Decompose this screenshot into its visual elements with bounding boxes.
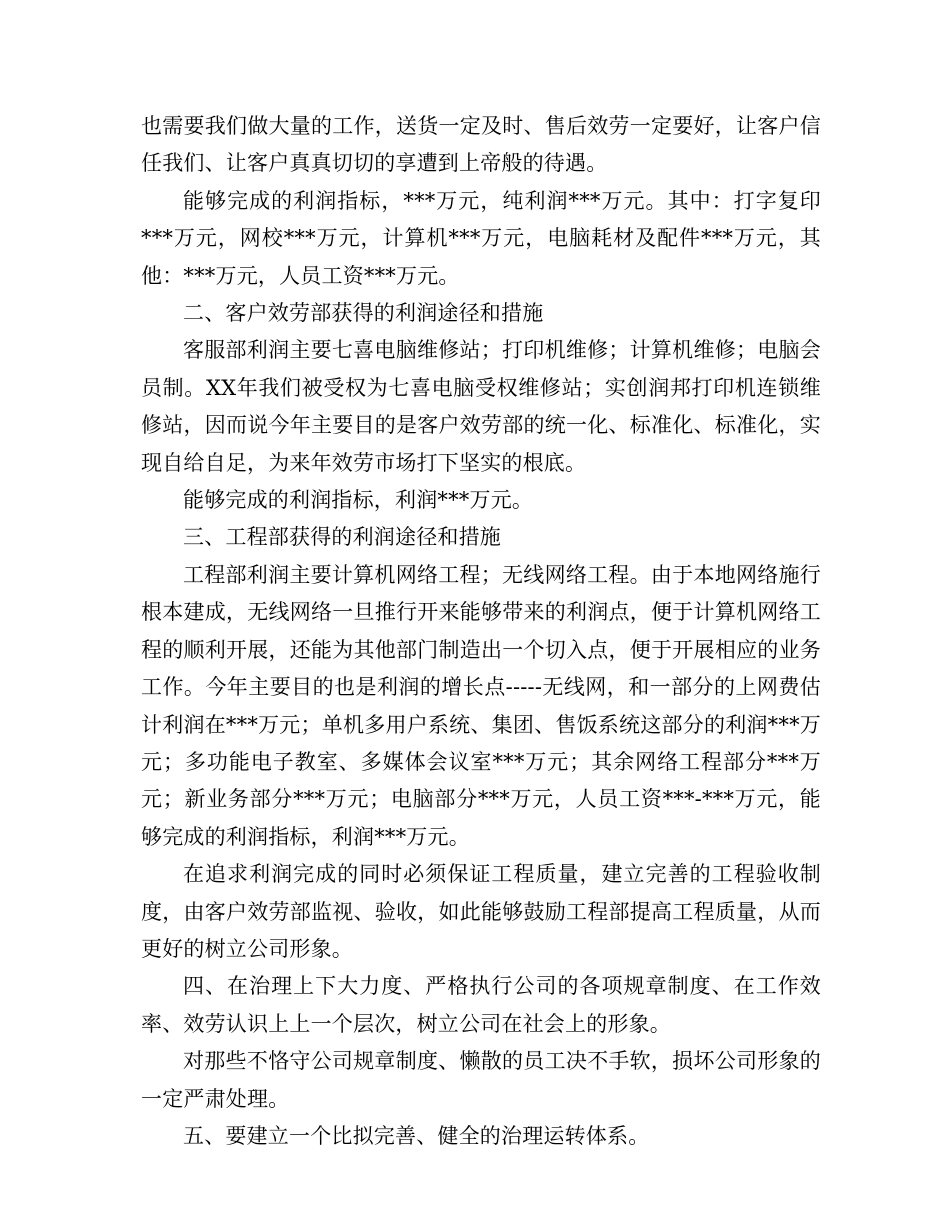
section-heading-operations-system: 五、要建立一个比拟完善、健全的治理运转体系。 bbox=[183, 1123, 650, 1148]
document-body bbox=[141, 108, 821, 1155]
paragraph-continuation: 也需要我们做大量的工作，送货一定及时、售后效劳一定要好，让客户信任我们、让客户真真切切的享遭到上帝般的待遇。 bbox=[141, 114, 821, 176]
section-heading-engineering: 三、工程部获得的利润途径和措施 bbox=[183, 525, 501, 550]
paragraph-customer-service: 客服部利润主要七喜电脑维修站；打印机维修；计算机维修；电脑会员制。XX年我们被受权为七喜电脑受权维修站；实创润邦打印机连锁维修站，因而说今年主要目的是客户效劳部的统一化、标准化、标准化，实现自给自足，为来年效劳市场打下坚实的根底。 bbox=[141, 338, 821, 475]
paragraph-discipline: 对那些不恪守公司规章制度、懒散的员工决不手软，损坏公司形象的一定严肃处理。 bbox=[141, 1049, 821, 1111]
paragraph-engineering-quality: 在追求利润完成的同时必须保证工程质量，建立完善的工程验收制度，由客户效劳部监视、验收，如此能够鼓励工程部提高工程质量，从而更好的树立公司形象。 bbox=[141, 862, 821, 961]
paragraph-engineering: 工程部利润主要计算机网络工程；无线网络工程。由于本地网络施行根本建成，无线网络一旦推行开来能够带来的利润点，便于计算机网络工程的顺利开展，还能为其他部门制造出一个切入点，便于开展相应的业务工作。今年主要目的也是利润的增长点-----无线网，和一部分的上网费估计利润在***万元；单机多用户系统、集团、售饭系统这部分的利润***万元；多功能电子教室、多媒体会议室***万元；其余网络工程部分***万元；新业务部分***万元；电脑部分***万元，人员工资***-***万元，能够完成的利润指标，利润***万元。 bbox=[141, 562, 821, 849]
paragraph-profit-target: 能够完成的利润指标，***万元，纯利润***万元。其中：打字复印***万元，网校***万元，计算机***万元，电脑耗材及配件***万元，其他：***万元，人员工资***万元。 bbox=[141, 188, 821, 288]
paragraph-customer-service-target: 能够完成的利润指标，利润***万元。 bbox=[183, 488, 534, 513]
section-heading-customer-service: 二、客户效劳部获得的利润途径和措施 bbox=[183, 301, 544, 326]
section-heading-management: 四、在治理上下大力度、严格执行公司的各项规章制度、在工作效率、效劳认识上上一个层次，树立公司在社会上的形象。 bbox=[141, 974, 821, 1036]
